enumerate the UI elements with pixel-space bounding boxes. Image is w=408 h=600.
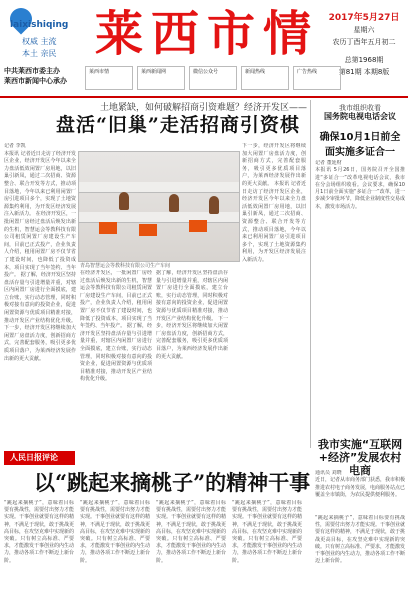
- logo-text: laixishiqing: [10, 20, 69, 30]
- article-text: 本报讯 记者近日走访了经济开发区企业，经济开发区今年以来全力盘活低效闲置厂房用地，以旧巢引新凤，通过二次招商、资源整合、联合开发等方式，推动项目落地，今年以来已利用闲置厂房引进项目多个，实现了土地资源集约利用，为开发区经济发展注入新活力。: [4, 150, 76, 218]
- slogan-2: 本土 亲民: [22, 49, 57, 58]
- lunar-date: 农历丁酉年五月初二: [332, 38, 396, 46]
- commentary-column: “跳起来摘桃子”，意味着目标要有挑战性，需要付出努力才能实现。干事创业就要有这样的精神，不满足于现状，敢于挑战更高目标，在攻坚克难中实现新的突破。只有树立高标准、严要求，才能激发干事创业的内生动力，推动各项工作不断迈上新台阶。: [232, 500, 302, 564]
- article-text: 在经济开发区，一批闲置厂房经过盘活后焕发出新的生机，智慧运会等教科技有限公司租赁闲置厂房建设生产车间，目前已正式投产，企业负责人介绍，租用闲置厂房不仅节省了建设时间，也降低了投资成本，项目实现了当年签约、当年投产。: [4, 211, 76, 279]
- section-tag: 人民日报评论: [4, 451, 75, 465]
- commentary-column: “跳起来摘桃子”，意味着目标要有挑战性，需要付出努力才能实现。干事创业就要有这样的精神，不满足于现状，敢于挑战更高目标，在攻坚克难中实现新的突破。只有树立高标准、严要求，才能激发干事创业的内生动力，推动各项工作不断迈上新台阶。: [315, 515, 405, 565]
- organizer-line-2: 莱西市新闻中心承办: [4, 77, 67, 85]
- commentary-column: “跳起来摘桃子”，意味着目标要有挑战性，需要付出努力才能实现。干事创业就要有这样的精神，不满足于现状，敢于挑战更高目标，在攻坚克难中实现新的突破。只有树立高标准、严要求，才能激发干事创业的内生动力，推动各项工作不断迈上新台阶。: [80, 500, 150, 564]
- factory-photo: [78, 151, 240, 262]
- reporter: 记者 李凯: [4, 143, 26, 149]
- info-box: 莱西新闻网: [137, 66, 185, 90]
- article-text: 据了解，经济开发区坚持盘活存量与引进增量并重，对辖区内闲置厂房进行全面摸底，建立台账，实行动态管理，同时积极对接有意向的投资企业，促进闲置资源与优质项目精准对接，推动开发区产业结构优化升级。: [80, 323, 152, 383]
- article-text: 在经济开发区，一批闲置厂房经过盘活后焕发出新的生机，智慧运会等教科技有限公司租赁闲置厂房建设生产车间，目前已正式投产，企业负责人介绍，租用闲置厂房不仅节省了建设时间，也降低了投资成本，项目实现了当年签约、当年投产。: [80, 270, 152, 330]
- article-text: 本报讯 记者近日走访了经济开发区企业，经济开发区今年以来全力盘活低效闲置厂房用地，以旧巢引新凤，通过二次招商、资源整合、联合开发等方式，推动项目落地，今年以来已利用闲置厂房引进项目多个，实现了土地资源集约利用，为开发区经济发展注入新活力。: [242, 180, 306, 263]
- masthead-divider: [0, 96, 408, 98]
- commentary-column: “跳起来摘桃子”，意味着目标要有挑战性，需要付出努力才能实现。干事创业就要有这样的精神，不满足于现状，敢于挑战更高目标，在攻坚克难中实现新的突破。只有树立高标准、严要求，才能激发干事创业的内生动力，推动各项工作不断迈上新台阶。: [4, 500, 74, 564]
- article-column: [156, 270, 228, 448]
- date: 2017年5月27日: [328, 13, 400, 23]
- info-box: 新闻热线: [241, 66, 289, 90]
- article-text: 下一步，经济开发区将继续加大闲置厂房盘活力度，创新招商方式，完善配套服务，吸引更多优质项目落户，为莱西经济发展作出新的更大贡献。: [242, 143, 306, 187]
- article-text: 近日，记者从市商务部门获悉，我市积极推进农村电子商务发展，电商服务站点已覆盖全市镇街，为农民提供便利服务。: [315, 477, 405, 498]
- photo-caption: 青岛智慧运会等教科技有限公司生产车间: [80, 263, 171, 269]
- newspaper-title: 莱西市情: [95, 6, 320, 62]
- article-text: 下一步，经济开发区将继续加大闲置厂房盘活力度，创新招商方式，完善配套服务，吸引更多优质项目落户，为莱西经济发展作出新的更大贡献。: [4, 325, 76, 362]
- column-divider: [310, 100, 311, 448]
- right-headline-2: 我市实施“互联网+经济”发展农村电商: [317, 438, 403, 477]
- article-text: 本报讯 5月26日，国务院召开全国推进“多证合一”改革电视电话会议，我市在分会场组织收看。会议要求，确保10月1日前全面实施“多证合一”改革，进一步减少审批环节，降低企业制度性交易成本，激发市场活力。: [315, 167, 405, 210]
- masthead: [0, 0, 408, 95]
- info-box: 莱西市情: [85, 66, 133, 90]
- article-text: 下一步，经济开发区将继续加大闲置厂房盘活力度，创新招商方式，完善配套服务，吸引更多优质项目落户，为莱西经济发展作出新的更大贡献。: [156, 315, 228, 360]
- organizer: [4, 66, 84, 86]
- article-column: [242, 143, 306, 449]
- right-article: [315, 160, 405, 432]
- right-kicker: 我市组织收看: [339, 104, 381, 112]
- second-headline: 以“跳起来摘桃子”的精神干事: [34, 470, 311, 495]
- commentary-column: “跳起来摘桃子”，意味着目标要有挑战性，需要付出努力才能实现。干事创业就要有这样的精神，不满足于现状，敢于挑战更高目标，在攻坚克难中实现新的突破。只有树立高标准、严要求，才能激发干事创业的内生动力，推动各项工作不断迈上新台阶。: [156, 500, 226, 564]
- organizer-line-1: 中共莱西市委主办: [4, 67, 60, 75]
- reporter: 记者 董延财: [315, 160, 342, 166]
- right-article-2: [315, 470, 405, 510]
- main-headline: 盘活“旧巢”走活招商引资棋: [56, 114, 300, 136]
- article-column: [80, 270, 152, 448]
- main-kicker: 土地紧缺，如何破解招商引资难题？经济开发区——: [100, 103, 308, 113]
- info-box: 微信公众号: [189, 66, 237, 90]
- article-column: [4, 143, 76, 449]
- article-text: 据了解，经济开发区坚持盘活存量与引进增量并重，对辖区内闲置厂房进行全面摸底，建立台账，实行动态管理，同时积极对接有意向的投资企业，促进闲置资源与优质项目精准对接，推动开发区产业结构优化升级。: [156, 270, 228, 322]
- issue-week: 第81期 本期8版: [338, 68, 390, 76]
- slogan-1: 权威 主流: [22, 37, 57, 46]
- reporter: 通讯员 刘晓: [315, 470, 342, 476]
- right-sub: 国务院电视电话会议: [324, 112, 396, 121]
- right-headline: 确保10月1日前全面实施多证合一: [319, 132, 401, 158]
- article-text: 据了解，经济开发区坚持盘活存量与引进增量并重，对辖区内闲置厂房进行全面摸底，建立台账，实行动态管理，同时积极对接有意向的投资企业，促进闲置资源与优质项目精准对接，推动开发区产业结构优化升级。: [4, 272, 76, 324]
- info-boxes: [85, 66, 341, 90]
- issue-total: 总第1968期: [344, 56, 384, 64]
- info-box: 广告热线: [293, 66, 341, 90]
- weekday: 星期六: [353, 26, 375, 34]
- logo: [6, 8, 76, 58]
